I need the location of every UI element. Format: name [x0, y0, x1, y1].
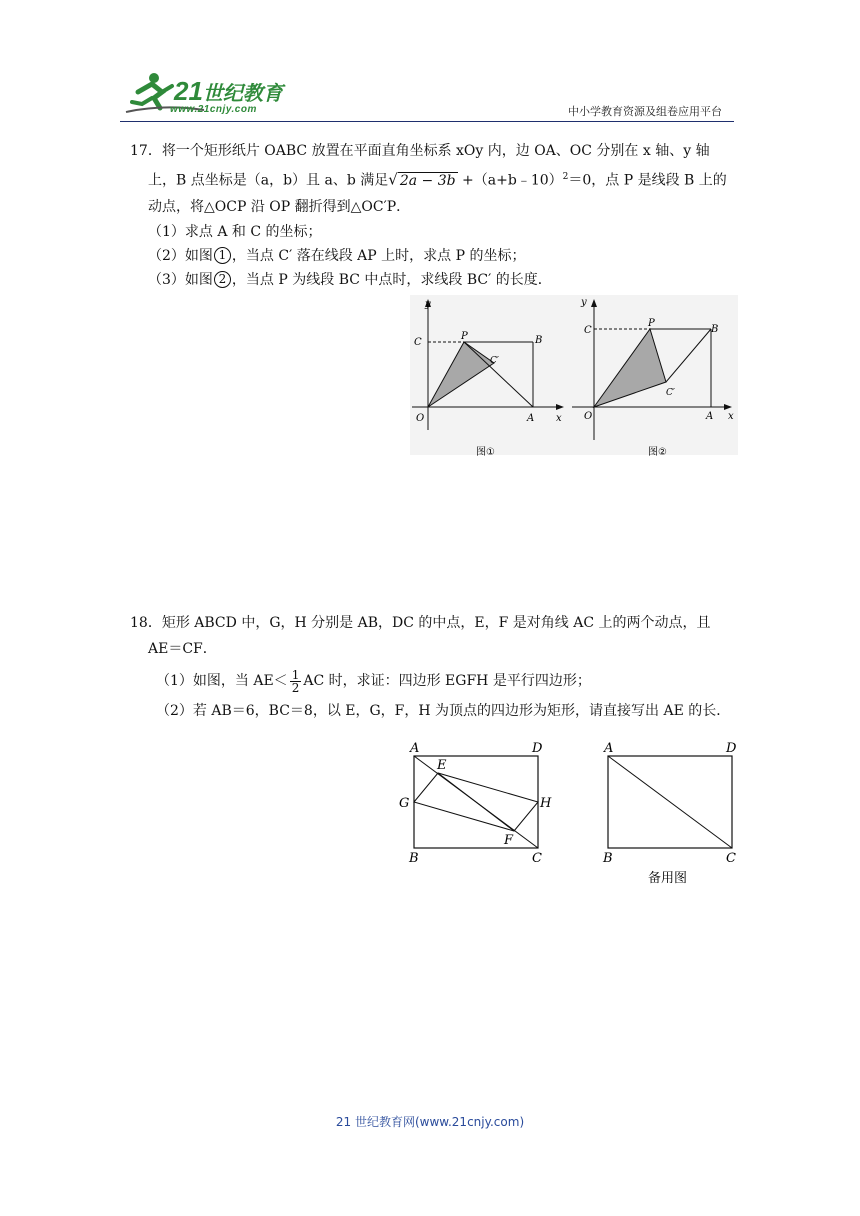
label-a: A	[410, 741, 420, 756]
q18-line1	[130, 610, 750, 636]
q17-sqrt: 2a − 3b	[399, 172, 456, 189]
label-a: A	[604, 741, 614, 756]
label-p: P	[648, 318, 655, 329]
logo-chinese: 世纪教育	[202, 81, 283, 105]
label-c: C	[532, 851, 542, 866]
logo-url: www.21cnjy.com	[170, 104, 257, 115]
q17-line1-text: ．将一个矩形纸片 OABC 放置在平面直角坐标系 xOy 内，边 OA、OC 分别在 x 轴、y 轴	[147, 143, 710, 159]
backup-figure-caption: 备用图	[648, 871, 688, 886]
diagonal-ac	[608, 756, 732, 848]
label-a: A	[706, 411, 714, 422]
q18-line1-text: ．矩形 ABCD 中，G，H 分别是 AB，DC 的中点，E，F 是对角线 AC 上的两个动点，且	[147, 615, 711, 631]
label-y: y	[581, 297, 587, 308]
fraction-numerator: 1	[291, 667, 300, 682]
q17-line3: 动点，将△OCP 沿 OP 翻折得到△OC′P．	[148, 198, 411, 215]
footer-text: 21 世纪教育网(www.21cnjy.com)	[335, 1115, 525, 1129]
q18-part1-a: （1）如图，当 AE＜	[156, 673, 288, 689]
q18-part2: （2）若 AB＝6，BC＝8，以 E，G，F，H 为顶点的四边形为矩形，请直接写出 AE 的长．	[156, 703, 731, 719]
q17-part2-circle: 1	[214, 247, 231, 264]
q17-part1: （1）求点 A 和 C 的坐标；	[148, 223, 322, 240]
label-b: B	[535, 335, 543, 346]
fig2-caption: 图②	[648, 447, 667, 458]
logo-number: 21	[174, 76, 203, 106]
label-p: P	[461, 331, 468, 342]
q17-part2-b: ，当点 C′ 落在线段 AP 上时，求点 P 的坐标；	[231, 247, 526, 264]
label-c-prime: C′	[666, 388, 675, 398]
label-b: B	[409, 851, 419, 866]
q18-part1	[130, 668, 750, 694]
q17-part2	[130, 244, 750, 268]
q18-fraction	[290, 669, 302, 694]
label-x: x	[728, 411, 734, 422]
q17-part3-b: ，当点 P 为线段 BC 中点时，求线段 BC′ 的长度．	[231, 271, 552, 288]
label-c-prime: C′	[490, 356, 499, 366]
fig1-caption: 图①	[476, 447, 495, 458]
label-d: D	[532, 741, 543, 756]
q18-figure-2	[592, 736, 752, 888]
label-e: E	[437, 758, 447, 773]
q17-part3	[130, 268, 750, 292]
q18-number: 18	[130, 615, 148, 631]
fraction-denominator: 2	[291, 680, 300, 695]
q17-line1	[130, 138, 750, 164]
q17-line2: 上，B 点坐标是（a，b）且 a、b 满足√ 2a − 3b +（a+b﹣10）$^2$＝0，点 P 是线段 B 上的	[148, 170, 727, 189]
q17-part2-a: （2）如图	[148, 247, 213, 264]
q17-figure-2	[568, 295, 738, 465]
label-c: C	[726, 851, 736, 866]
label-y: y	[425, 299, 431, 310]
label-f: F	[504, 833, 514, 848]
q18-figure-1	[392, 736, 562, 866]
label-b: B	[711, 324, 719, 335]
q17-part3-a: （3）如图	[148, 271, 213, 288]
q17-part3-circle: 2	[214, 271, 231, 288]
label-h: H	[540, 796, 552, 811]
header-rule	[120, 121, 734, 122]
label-b: B	[603, 851, 613, 866]
label-a: A	[527, 413, 535, 424]
label-c: C	[584, 325, 592, 336]
label-d: D	[726, 741, 737, 756]
q17-sup: 2	[562, 172, 569, 182]
label-o: O	[416, 413, 425, 424]
q17-figure-1	[410, 295, 570, 465]
q18-part1-b: AC 时，求证：四边形 EGFH 是平行四边形；	[303, 673, 591, 689]
question-17	[130, 138, 750, 292]
label-o: O	[584, 411, 593, 422]
label-x: x	[556, 413, 562, 424]
q17-line2-b: +（a+b﹣10）	[457, 172, 563, 189]
label-c: C	[414, 337, 422, 348]
q17-line2-c: ＝0，点 P 是线段 B 上的	[568, 172, 727, 189]
header-logo	[124, 70, 294, 118]
segment-ef	[438, 773, 514, 831]
q18-line2: AE＝CF．	[148, 641, 217, 657]
question-18	[130, 610, 750, 724]
q17-line2-a: 上，B 点坐标是（a，b）且 a、b 满足	[148, 172, 389, 189]
label-g: G	[399, 796, 410, 811]
site-name: 中小学教育资源及组卷应用平台	[568, 105, 722, 118]
q17-number: 17	[130, 143, 148, 159]
